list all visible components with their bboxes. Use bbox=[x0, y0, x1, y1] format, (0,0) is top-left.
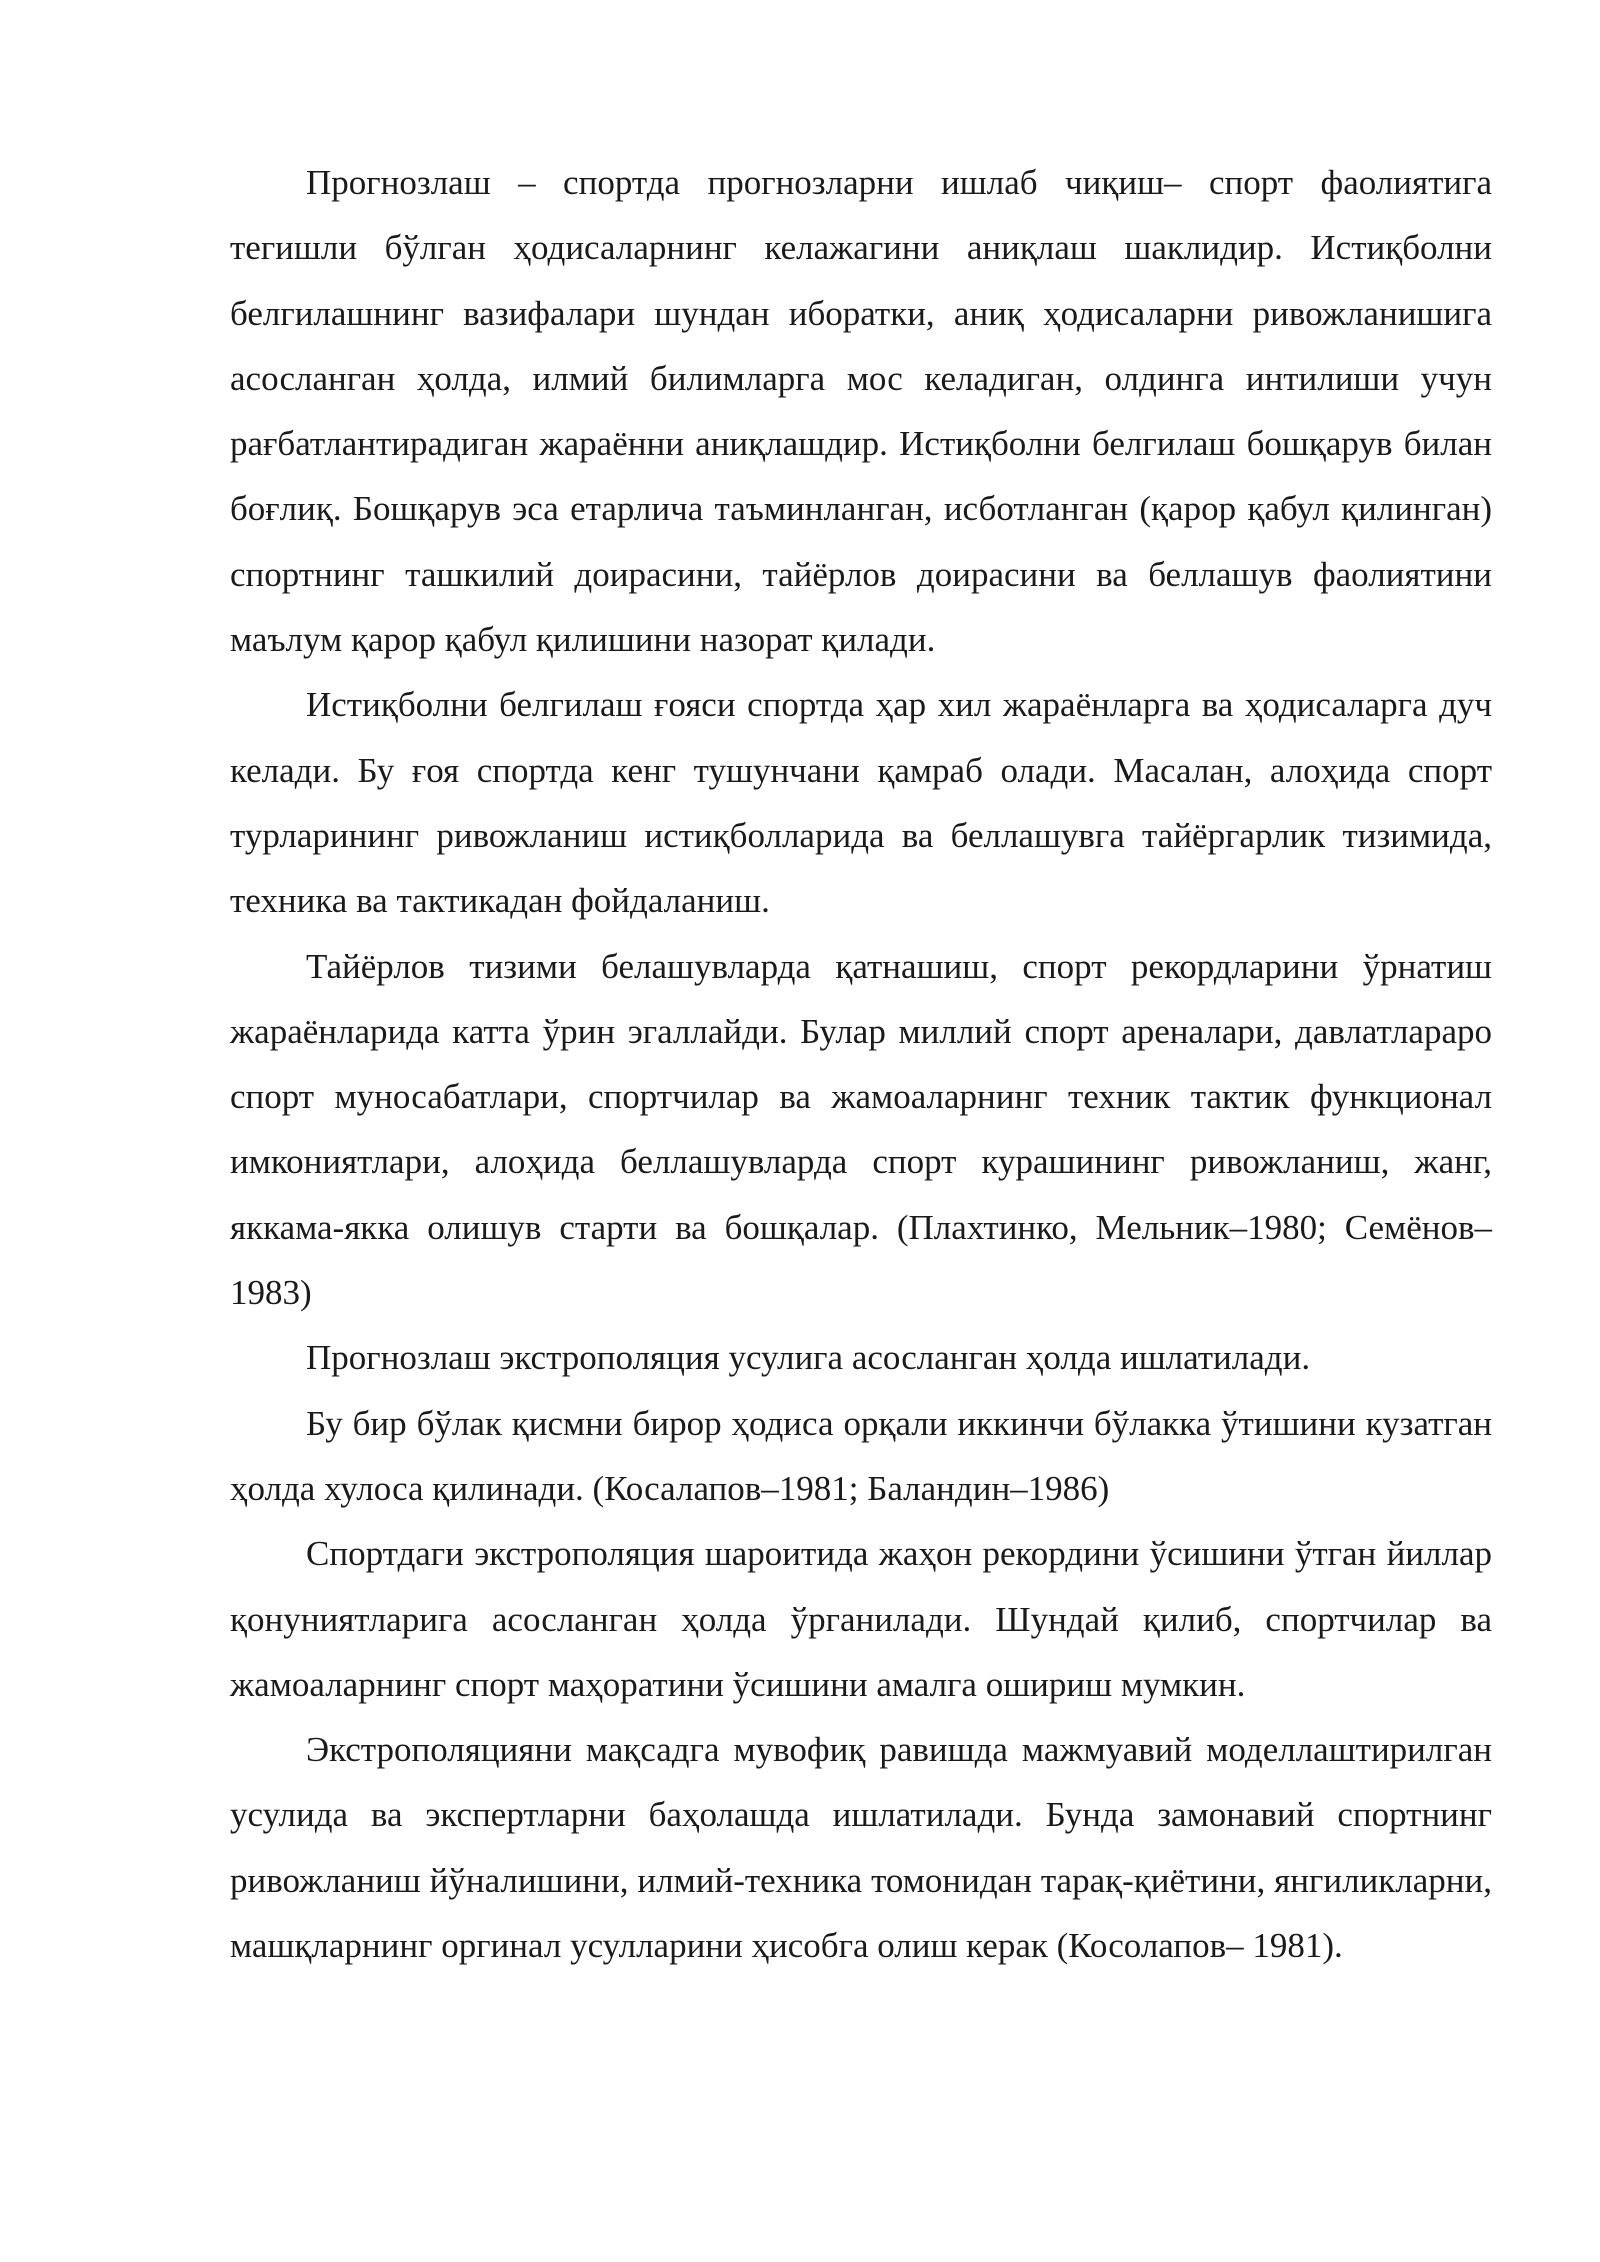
paragraph-forecasting-definition: Прогнозлаш – спортда прогнозларни ишлаб чиқиш– спорт фаолиятига тегишли бўлган ҳодисаларнинг келажагини аниқлаш шаклидир. Истиқболни белгилашнинг вазифалари шундан иборатки, аниқ ҳодисаларни ривожланишига асосланган ҳолда, илмий билимларга мос келадиган, олдинга интилиши учун рағбатлантирадиган жараённи аниқлашдир. Истиқболни белгилаш бошқарув билан боғлиқ. Бошқарув эса етарлича таъминланган, исботланган (қарор қабул қилинган) спортнинг ташкилий доирасини, тайёрлов доирасини ва беллашув фаолиятини маълум қарор қабул қилишини назорат қилади. bbox=[230, 163, 1492, 660]
paragraph-expert-evaluation: Экстрополяцияни мақсадга мувофиқ равишда мажмуавий моделлаштирилган усулида ва экспертларни баҳолашда ишлатилади. Бунда замонавий спортнинг ривожланиш йўналишини, илмий-техника томонидан тарақ-қиётини, янгиликларни, машқларнинг оргинал усулларини ҳисобга олиш керак (Косолапов– 1981). bbox=[230, 1730, 1492, 1966]
paragraph-forecasting-idea: Истиқболни белгилаш ғояси спортда ҳар хил жараёнларга ва ҳодисаларга дуч келади. Бу ғоя спортда кенг тушунчани қамраб олади. Масалан, алоҳида спорт турларининг ривожланиш истиқболларида ва беллашувга тайёргарлик тизимида, техника ва тактикадан фойдаланиш. bbox=[230, 685, 1492, 921]
paragraph-training-system: Тайёрлов тизими белашувларда қатнашиш, спорт рекордларини ўрнатиш жараёнларида катта ўрин эгаллайди. Булар миллий спорт ареналари, давлатлараро спорт муносабатлари, спортчилар ва жамоаларнинг техник тактик функционал имкониятлари, алоҳида беллашувларда спорт курашининг ривожланиш, жанг, яккама-якка олишув старти ва бошқалар. (Плахтинко, Мельник–1980; Семёнов–1983) bbox=[230, 946, 1492, 1313]
paragraph-conclusion-transition: Бу бир бўлак қисмни бирор ҳодиса орқали иккинчи бўлакка ўтишини кузатган ҳолда хулоса қилинади. (Косалапов–1981; Баландин–1986) bbox=[230, 1403, 1492, 1508]
paragraph-world-record-growth: Спортдаги экстрополяция шароитида жаҳон рекордини ўсишини ўтган йиллар қонуниятларига асосланган ҳолда ўрганилади. Шундай қилиб, спортчилар ва жамоаларнинг спорт маҳоратини ўсишини амалга ошириш мумкин. bbox=[230, 1534, 1492, 1704]
document-page bbox=[230, 150, 1492, 1978]
paragraph-extrapolation-method: Прогнозлаш экстрополяция усулига асосланган ҳолда ишлатилади. bbox=[306, 1338, 1311, 1378]
